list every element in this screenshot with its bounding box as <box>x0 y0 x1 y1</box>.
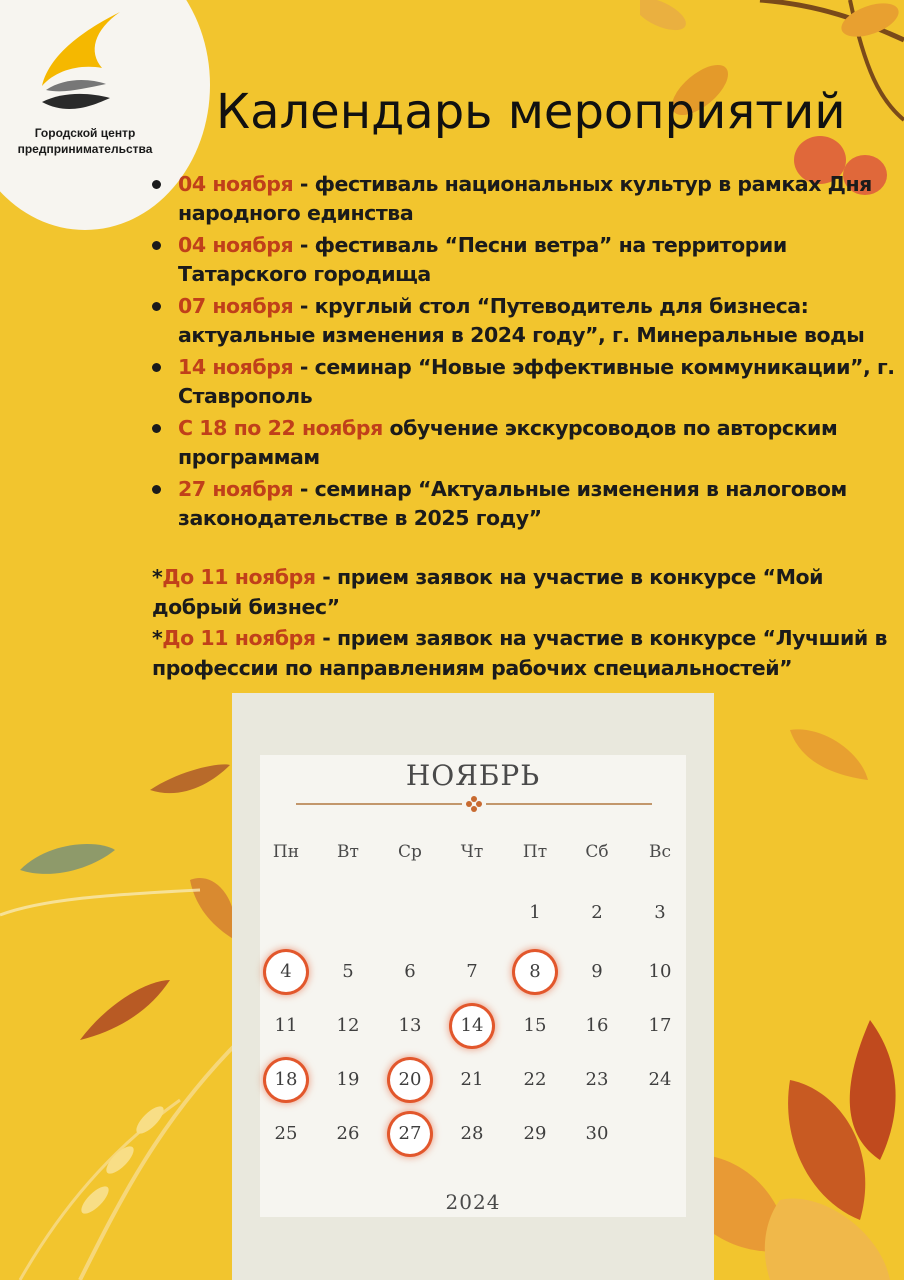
calendar-day: 17 <box>648 1015 672 1036</box>
calendar-month: НОЯБРЬ <box>405 759 541 792</box>
calendar-day: 28 <box>460 1123 484 1144</box>
calendar-day: 21 <box>460 1069 484 1090</box>
leaf-decoration-right <box>790 725 870 785</box>
calendar-day: 6 <box>404 961 416 982</box>
note-item <box>152 562 904 622</box>
calendar-day: 22 <box>523 1069 547 1090</box>
calendar-day: 29 <box>523 1123 547 1144</box>
wheat-decoration-bottom-left <box>0 1000 260 1280</box>
event-date: 27 ноября <box>178 477 294 501</box>
note-text: - прием заявок на участие в конкурсе “Лучший в профессии по направлениям рабочих специальностей” <box>152 626 888 680</box>
bullet-icon <box>152 302 161 311</box>
event-date: 04 ноября <box>178 233 294 257</box>
calendar-day: 9 <box>591 961 603 982</box>
calendar-day: 13 <box>398 1015 422 1036</box>
calendar-day-highlighted: 4 <box>266 952 306 992</box>
calendar-day-highlighted: 27 <box>390 1114 430 1154</box>
calendar-day: 12 <box>336 1015 360 1036</box>
calendar-day: 19 <box>336 1069 360 1090</box>
bullet-icon <box>152 180 161 189</box>
calendar-day: 7 <box>466 961 478 982</box>
calendar-day: 26 <box>336 1123 360 1144</box>
event-text: обучение экскурсоводов по авторским программам <box>178 416 838 469</box>
calendar-day: 2 <box>591 902 603 923</box>
bullet-icon <box>152 424 161 433</box>
bullet-icon <box>152 485 161 494</box>
note-date: До 11 ноября <box>162 565 316 589</box>
calendar-day-highlighted: 14 <box>452 1006 492 1046</box>
calendar-day: 16 <box>585 1015 609 1036</box>
logo-text-line2: предпринимательства <box>17 142 153 156</box>
event-date: 14 ноября <box>178 355 294 379</box>
event-item <box>150 292 904 350</box>
calendar-day: 25 <box>274 1123 298 1144</box>
event-text: - семинар “Новые эффективные коммуникации”, г. Ставрополь <box>178 355 895 408</box>
calendar-day: 23 <box>585 1069 609 1090</box>
logo-text <box>0 125 170 157</box>
note-date: До 11 ноября <box>162 626 316 650</box>
event-text: - фестиваль национальных культур в рамках Дня народного единства <box>178 172 872 225</box>
note-text: - прием заявок на участие в конкурсе “Мой добрый бизнес” <box>152 565 824 619</box>
calendar-day-highlighted: 20 <box>390 1060 430 1100</box>
event-text: - фестиваль “Песни ветра” на территории Татарского городища <box>178 233 787 286</box>
calendar-day-highlighted: 18 <box>266 1060 306 1100</box>
note-item <box>152 623 904 683</box>
event-item <box>150 231 904 289</box>
calendar-day: 24 <box>648 1069 672 1090</box>
event-text: - круглый стол “Путеводитель для бизнеса: актуальные изменения в 2024 году”, г. Минеральные воды <box>178 294 865 347</box>
event-date: С 18 по 22 ноября <box>178 416 383 440</box>
leaves-decoration-middle-left <box>0 740 240 1040</box>
page-title: Календарь мероприятий <box>216 84 846 140</box>
weekday-label: Вс <box>648 842 671 862</box>
application-notes <box>152 562 904 684</box>
event-text: - семинар “Актуальные изменения в налоговом законодательстве в 2025 году” <box>178 477 847 530</box>
bullet-icon <box>152 241 161 250</box>
event-item <box>150 170 904 228</box>
calendar-day-highlighted: 8 <box>515 952 555 992</box>
calendar-day: 15 <box>523 1015 547 1036</box>
note-prefix: * <box>152 565 163 589</box>
calendar-year: 2024 <box>445 1190 501 1214</box>
calendar-day: 11 <box>274 1015 298 1036</box>
calendar-day: 30 <box>585 1123 609 1144</box>
calendar-day: 5 <box>342 961 354 982</box>
calendar-day: 3 <box>654 902 666 923</box>
weekday-label: Чт <box>460 842 484 862</box>
weekday-label: Ср <box>398 842 422 862</box>
logo-icon <box>32 6 128 126</box>
weekday-label: Пт <box>522 842 548 862</box>
events-list <box>150 170 904 536</box>
event-date: 07 ноября <box>178 294 294 318</box>
bullet-icon <box>152 363 161 372</box>
logo-text-line1: Городской центр <box>34 126 136 140</box>
weekday-label: Сб <box>585 842 609 862</box>
calendar-day: 1 <box>529 902 541 923</box>
calendar-day: 10 <box>648 961 672 982</box>
note-prefix: * <box>152 626 163 650</box>
event-item <box>150 414 904 472</box>
event-item <box>150 475 904 533</box>
event-date: 04 ноября <box>178 172 294 196</box>
event-item <box>150 353 904 411</box>
weekday-label: Пн <box>272 842 300 862</box>
ornament-divider-icon <box>296 795 652 813</box>
weekday-label: Вт <box>337 842 359 862</box>
